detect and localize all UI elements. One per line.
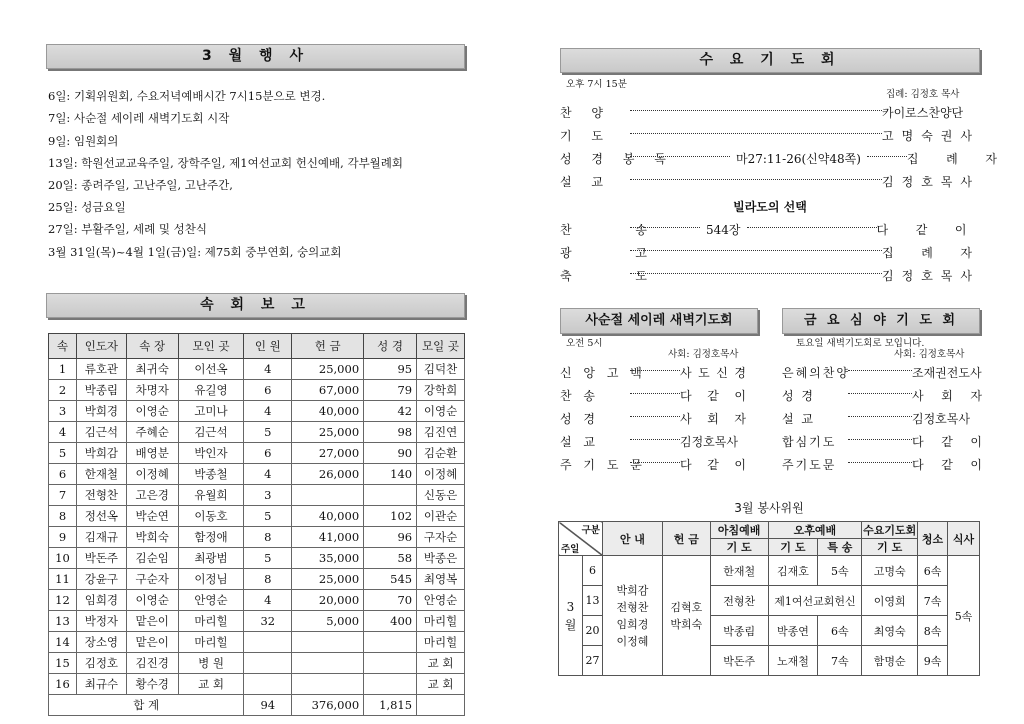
attendance-cell: 6	[244, 443, 292, 464]
attendance-cell: 장소영	[76, 632, 126, 653]
attendance-cell: 3	[244, 485, 292, 506]
attendance-cell: 맡은이	[126, 611, 178, 632]
attendance-cell: 9	[49, 527, 77, 548]
attendance-total-row	[49, 695, 465, 716]
leader-dots	[848, 393, 912, 394]
attendance-cell: 6	[49, 464, 77, 485]
leader-dots	[630, 439, 680, 440]
attendance-cell: 유월희	[178, 485, 244, 506]
attendance-cell: 박종림	[76, 380, 126, 401]
attendance-cell: 67,000	[292, 380, 364, 401]
attendance-cell: 95	[364, 359, 417, 380]
attendance-cell: 13	[49, 611, 77, 632]
leader-dots	[848, 370, 912, 371]
attendance-cell: 김덕찬	[417, 359, 465, 380]
attendance-cell: 박돈주	[76, 548, 126, 569]
attendance-cell: 140	[364, 464, 417, 485]
attendance-cell	[244, 632, 292, 653]
duty-title: 3월 봉사위원	[734, 501, 804, 515]
row-label: 설 교	[560, 435, 599, 449]
row-label: 설 교	[782, 412, 815, 426]
row-label: 찬 송	[560, 389, 599, 403]
morning-prayer: 박돈주	[710, 646, 768, 676]
attendance-cell	[364, 485, 417, 506]
sub-prayer: 기 도	[710, 539, 768, 556]
attendance-cell: 주혜순	[126, 422, 178, 443]
row-value: 다 같 이	[680, 458, 746, 472]
attendance-cell: 김근석	[178, 422, 244, 443]
attendance-cell: 545	[364, 569, 417, 590]
row-label: 설 교	[560, 175, 611, 189]
meal-cell: 5속	[948, 556, 980, 676]
afternoon-prayer: 김재호	[768, 556, 818, 586]
row-label: 찬 송	[560, 223, 677, 237]
wednesday-order-row	[560, 173, 972, 190]
attendance-cell: 4	[244, 401, 292, 422]
attendance-cell	[292, 632, 364, 653]
attendance-row	[49, 590, 465, 611]
attendance-cell: 정선옥	[76, 506, 126, 527]
attendance-cell: 박희경	[76, 401, 126, 422]
day-cell: 20	[582, 616, 602, 646]
total-empty	[417, 695, 465, 716]
attendance-cell: 98	[364, 422, 417, 443]
friday-order-row	[782, 364, 982, 381]
friday-leader: 사회: 김정호목사	[894, 349, 965, 360]
attendance-cell: 27,000	[292, 443, 364, 464]
attendance-cell	[292, 674, 364, 695]
attendance-cell: 16	[49, 674, 77, 695]
afternoon-prayer: 제1여선교회헌신	[768, 586, 862, 616]
attendance-cell: 김진경	[126, 653, 178, 674]
attendance-cell	[364, 632, 417, 653]
attendance-cell: 90	[364, 443, 417, 464]
row-value: 김 정 호 목 사	[882, 269, 972, 283]
attendance-row	[49, 632, 465, 653]
attendance-cell	[364, 653, 417, 674]
attendance-cell: 12	[49, 590, 77, 611]
col-header: 성 경	[364, 334, 417, 359]
attendance-cell: 이영순	[126, 401, 178, 422]
attendance-cell: 박희숙	[126, 527, 178, 548]
col-morning: 아침예배	[710, 522, 768, 539]
row-label: 주기도문	[782, 458, 837, 472]
total-bible: 1,815	[364, 695, 417, 716]
leader-dots	[630, 393, 680, 394]
attendance-row	[49, 401, 465, 422]
wednesday-prayer: 최영숙	[862, 616, 918, 646]
day-cell: 6	[582, 556, 602, 586]
duty-table	[558, 521, 980, 676]
wednesday-order-row	[560, 244, 972, 261]
dawn-order-row	[560, 410, 746, 427]
attendance-cell: 5	[244, 506, 292, 527]
attendance-cell: 58	[364, 548, 417, 569]
leader-dots	[747, 227, 877, 228]
march-events-header: 3 월 행 사	[46, 44, 465, 69]
row-value: 다 같 이	[876, 223, 967, 237]
attendance-cell: 차명자	[126, 380, 178, 401]
wednesday-header: 수 요 기 도 회	[560, 48, 980, 73]
morning-prayer: 박종림	[710, 616, 768, 646]
attendance-cell: 황수경	[126, 674, 178, 695]
total-label: 합 계	[49, 695, 244, 716]
attendance-cell: 구순자	[126, 569, 178, 590]
attendance-table	[48, 333, 465, 716]
row-label: 은혜의찬양	[782, 366, 850, 380]
leader-dots	[630, 179, 882, 180]
day-cell: 13	[582, 586, 602, 616]
row-value: 다 같 이	[680, 389, 746, 403]
attendance-cell: 400	[364, 611, 417, 632]
attendance-cell: 25,000	[292, 569, 364, 590]
leader-dots	[630, 370, 680, 371]
attendance-cell: 이정님	[178, 569, 244, 590]
attendance-header-row	[49, 334, 465, 359]
attendance-cell: 96	[364, 527, 417, 548]
attendance-cell: 최귀숙	[126, 359, 178, 380]
event-item: 3월 31일(목)~4월 1일(금)일: 제75회 중부연회, 숭의교회	[48, 245, 342, 259]
row-label: 주 기 도 문	[560, 458, 646, 472]
leader-dots	[630, 416, 680, 417]
col-afternoon: 오후예배	[768, 522, 862, 539]
attendance-cell: 유길영	[178, 380, 244, 401]
attendance-cell	[292, 485, 364, 506]
attendance-cell: 5	[49, 443, 77, 464]
attendance-cell: 이영순	[126, 590, 178, 611]
leader-dots	[630, 156, 730, 157]
leader-dots	[630, 227, 700, 228]
row-value: 사 도 신 경	[680, 366, 746, 380]
attendance-cell: 박희감	[76, 443, 126, 464]
dawn-order-row	[560, 387, 746, 404]
attendance-row	[49, 569, 465, 590]
row-value: 집 례 자	[906, 152, 997, 166]
event-item: 20일: 종려주일, 고난주일, 고난주간,	[48, 178, 233, 192]
attendance-cell: 류호관	[76, 359, 126, 380]
attendance-cell: 7	[49, 485, 77, 506]
dawn-header: 사순절 세이레 새벽기도회	[560, 308, 758, 334]
attendance-cell: 4	[244, 464, 292, 485]
attendance-cell: 11	[49, 569, 77, 590]
attendance-cell: 이동호	[178, 506, 244, 527]
row-label: 기 도	[560, 129, 611, 143]
attendance-cell: 강학희	[417, 380, 465, 401]
attendance-cell: 5,000	[292, 611, 364, 632]
friday-order-row	[782, 410, 982, 427]
wednesday-prayer: 함명순	[862, 646, 918, 676]
event-item: 9일: 임원회의	[48, 134, 119, 148]
leader-dots	[630, 273, 882, 274]
attendance-cell: 구자순	[417, 527, 465, 548]
corner-top: 구분	[581, 525, 600, 536]
row-value: 조재권전도사	[912, 366, 982, 380]
attendance-cell: 26,000	[292, 464, 364, 485]
attendance-cell: 4	[244, 590, 292, 611]
col-header: 인도자	[76, 334, 126, 359]
attendance-cell: 교 회	[178, 674, 244, 695]
attendance-cell	[292, 653, 364, 674]
attendance-cell: 박인자	[178, 443, 244, 464]
attendance-cell: 교 회	[417, 653, 465, 674]
attendance-cell	[244, 674, 292, 695]
wednesday-order-row	[560, 104, 972, 121]
wednesday-time: 오후 7시 15분	[566, 79, 627, 90]
attendance-cell: 32	[244, 611, 292, 632]
attendance-cell: 한재철	[76, 464, 126, 485]
attendance-cell: 전형찬	[76, 485, 126, 506]
row-label: 성 경	[560, 412, 599, 426]
event-item: 25일: 성금요일	[48, 200, 126, 214]
attendance-cell: 14	[49, 632, 77, 653]
attendance-cell: 6	[244, 380, 292, 401]
attendance-cell: 10	[49, 548, 77, 569]
wednesday-prayer: 고명숙	[862, 556, 918, 586]
attendance-cell: 마리힐	[178, 611, 244, 632]
attendance-cell: 안영순	[178, 590, 244, 611]
friday-note: 토요일 새벽기도회로 모입니다.	[796, 338, 925, 349]
event-item: 7일: 사순절 세이레 새벽기도회 시작	[48, 111, 230, 125]
special-song: 5속	[818, 556, 862, 586]
attendance-row	[49, 653, 465, 674]
attendance-row	[49, 422, 465, 443]
attendance-cell: 이관순	[417, 506, 465, 527]
col-header: 속	[49, 334, 77, 359]
attendance-cell: 강윤구	[76, 569, 126, 590]
attendance-cell: 함정애	[178, 527, 244, 548]
row-label: 합심기도	[782, 435, 837, 449]
attendance-cell: 배영분	[126, 443, 178, 464]
attendance-cell: 교 회	[417, 674, 465, 695]
row-label: 찬 양	[560, 106, 611, 120]
attendance-cell: 70	[364, 590, 417, 611]
attendance-cell	[244, 653, 292, 674]
attendance-cell: 42	[364, 401, 417, 422]
row-value: 김정호목사	[912, 412, 970, 426]
attendance-cell: 8	[244, 569, 292, 590]
attendance-cell: 박순연	[126, 506, 178, 527]
col-header: 모인 곳	[178, 334, 244, 359]
col-header: 인 원	[244, 334, 292, 359]
attendance-cell: 김순환	[417, 443, 465, 464]
attendance-cell: 이정혜	[126, 464, 178, 485]
attendance-cell: 맡은이	[126, 632, 178, 653]
duty-row	[559, 556, 980, 586]
attendance-cell: 40,000	[292, 506, 364, 527]
dawn-time: 오전 5시	[566, 338, 603, 349]
attendance-cell: 2	[49, 380, 77, 401]
attendance-cell: 안영순	[417, 590, 465, 611]
friday-order-row	[782, 387, 982, 404]
cleaning: 9속	[918, 646, 948, 676]
col-offering: 헌 금	[662, 522, 710, 556]
leader-dots	[630, 110, 882, 111]
row-label: 신 앙 고 백	[560, 366, 646, 380]
sub-prayer: 기 도	[862, 539, 918, 556]
sub-special: 특 송	[818, 539, 862, 556]
attendance-cell: 5	[244, 422, 292, 443]
attendance-cell: 고은경	[126, 485, 178, 506]
attendance-cell: 8	[49, 506, 77, 527]
friday-order-row	[782, 456, 982, 473]
attendance-cell: 40,000	[292, 401, 364, 422]
total-offering: 376,000	[292, 695, 364, 716]
row-value: 카이로스찬양단	[882, 106, 964, 120]
col-meal: 식사	[948, 522, 980, 556]
friday-order-row	[782, 433, 982, 450]
row-label: 축 도	[560, 269, 677, 283]
special-song: 7속	[818, 646, 862, 676]
attendance-cell: 마리힐	[417, 611, 465, 632]
col-header: 속 장	[126, 334, 178, 359]
row-value: 고 명 숙 권 사	[882, 129, 972, 143]
attendance-cell: 20,000	[292, 590, 364, 611]
row-label: 성 경	[782, 389, 815, 403]
attendance-cell: 4	[49, 422, 77, 443]
row-value: 사 회 자	[912, 389, 982, 403]
morning-prayer: 전형찬	[710, 586, 768, 616]
afternoon-prayer: 노재철	[768, 646, 818, 676]
row-label: 성 경 봉 독	[560, 152, 674, 166]
cleaning: 8속	[918, 616, 948, 646]
wednesday-order-row	[560, 267, 972, 284]
col-clean: 청소	[918, 522, 948, 556]
col-header: 헌 금	[292, 334, 364, 359]
attendance-cell: 15	[49, 653, 77, 674]
attendance-cell: 김정호	[76, 653, 126, 674]
attendance-cell: 25,000	[292, 359, 364, 380]
attendance-row	[49, 464, 465, 485]
attendance-cell: 박종철	[178, 464, 244, 485]
attendance-cell: 병 원	[178, 653, 244, 674]
attendance-cell: 최규수	[76, 674, 126, 695]
cleaning: 7속	[918, 586, 948, 616]
cleaning: 6속	[918, 556, 948, 586]
leader-dots	[630, 133, 882, 134]
dawn-order-row	[560, 456, 746, 473]
attendance-row	[49, 380, 465, 401]
total-people: 94	[244, 695, 292, 716]
attendance-cell: 마리힐	[417, 632, 465, 653]
leader-dots	[848, 462, 912, 463]
attendance-row	[49, 443, 465, 464]
attendance-cell: 고미나	[178, 401, 244, 422]
row-value: 김 정 호 목 사	[882, 175, 972, 189]
sermon-title: 빌라도의 선택	[733, 200, 807, 214]
row-value: 다 같 이	[912, 435, 982, 449]
event-item: 6일: 기획위원회, 수요저녁예배시간 7시15분으로 변경.	[48, 89, 326, 103]
guide-names: 박희감 전형찬 임희경 이정혜	[602, 556, 662, 676]
attendance-cell: 이정혜	[417, 464, 465, 485]
sub-prayer: 기 도	[768, 539, 818, 556]
attendance-row	[49, 611, 465, 632]
corner-cell	[559, 522, 603, 556]
attendance-cell: 김순임	[126, 548, 178, 569]
attendance-cell: 8	[244, 527, 292, 548]
attendance-cell: 최광범	[178, 548, 244, 569]
attendance-cell: 102	[364, 506, 417, 527]
wednesday-order-row	[560, 221, 967, 238]
attendance-cell: 신동은	[417, 485, 465, 506]
attendance-row	[49, 674, 465, 695]
row-label: 광 고	[560, 246, 677, 260]
leader-dots	[867, 156, 907, 157]
attendance-cell: 25,000	[292, 422, 364, 443]
leader-dots	[630, 462, 680, 463]
attendance-cell	[364, 674, 417, 695]
row-value: 김정호목사	[680, 435, 738, 449]
attendance-cell: 박종은	[417, 548, 465, 569]
dawn-leader: 사회: 김정호목사	[668, 349, 739, 360]
dawn-order-row	[560, 433, 746, 450]
attendance-cell: 이선옥	[178, 359, 244, 380]
row-middle: 544장	[706, 223, 741, 237]
attendance-header: 속 회 보 고	[46, 293, 465, 318]
morning-prayer: 한재철	[710, 556, 768, 586]
offering-names: 김혁호 박희숙	[662, 556, 710, 676]
attendance-cell: 41,000	[292, 527, 364, 548]
attendance-cell: 3	[49, 401, 77, 422]
attendance-cell: 35,000	[292, 548, 364, 569]
attendance-cell: 79	[364, 380, 417, 401]
attendance-cell: 김진연	[417, 422, 465, 443]
row-value: 다 같 이	[912, 458, 982, 472]
attendance-row	[49, 506, 465, 527]
row-value: 사 회 자	[680, 412, 746, 426]
wednesday-order-row	[560, 127, 972, 144]
col-guide: 안 내	[602, 522, 662, 556]
attendance-cell: 최영복	[417, 569, 465, 590]
leader-dots	[630, 250, 882, 251]
day-cell: 27	[582, 646, 602, 676]
attendance-cell: 김근석	[76, 422, 126, 443]
col-wednesday: 수요기도회	[862, 522, 918, 539]
col-header: 모일 곳	[417, 334, 465, 359]
row-middle: 마27:11-26(신약48쪽)	[736, 152, 861, 166]
attendance-cell: 이영순	[417, 401, 465, 422]
attendance-row	[49, 548, 465, 569]
attendance-cell: 5	[244, 548, 292, 569]
attendance-cell: 임희경	[76, 590, 126, 611]
attendance-cell: 김재규	[76, 527, 126, 548]
attendance-row	[49, 359, 465, 380]
month-cell: 3월	[559, 556, 583, 676]
attendance-cell: 마리힐	[178, 632, 244, 653]
event-item: 27일: 부활주일, 세례 및 성찬식	[48, 222, 207, 236]
dawn-order-row	[560, 364, 746, 381]
corner-bottom: 주일	[561, 544, 580, 555]
attendance-cell: 4	[244, 359, 292, 380]
attendance-cell: 1	[49, 359, 77, 380]
wednesday-leader: 집례: 김정호 목사	[886, 89, 960, 100]
attendance-row	[49, 485, 465, 506]
attendance-cell: 박정자	[76, 611, 126, 632]
leader-dots	[848, 439, 912, 440]
special-song: 6속	[818, 616, 862, 646]
friday-header: 금 요 심 야 기 도 회	[782, 308, 980, 334]
attendance-row	[49, 527, 465, 548]
wednesday-prayer: 이영희	[862, 586, 918, 616]
event-item: 13일: 학원선교교육주일, 장학주일, 제1여선교회 헌신예배, 각부월례회	[48, 156, 404, 170]
afternoon-prayer: 박종연	[768, 616, 818, 646]
wednesday-order-row	[560, 150, 997, 167]
leader-dots	[848, 416, 912, 417]
row-value: 집 례 자	[882, 246, 972, 260]
